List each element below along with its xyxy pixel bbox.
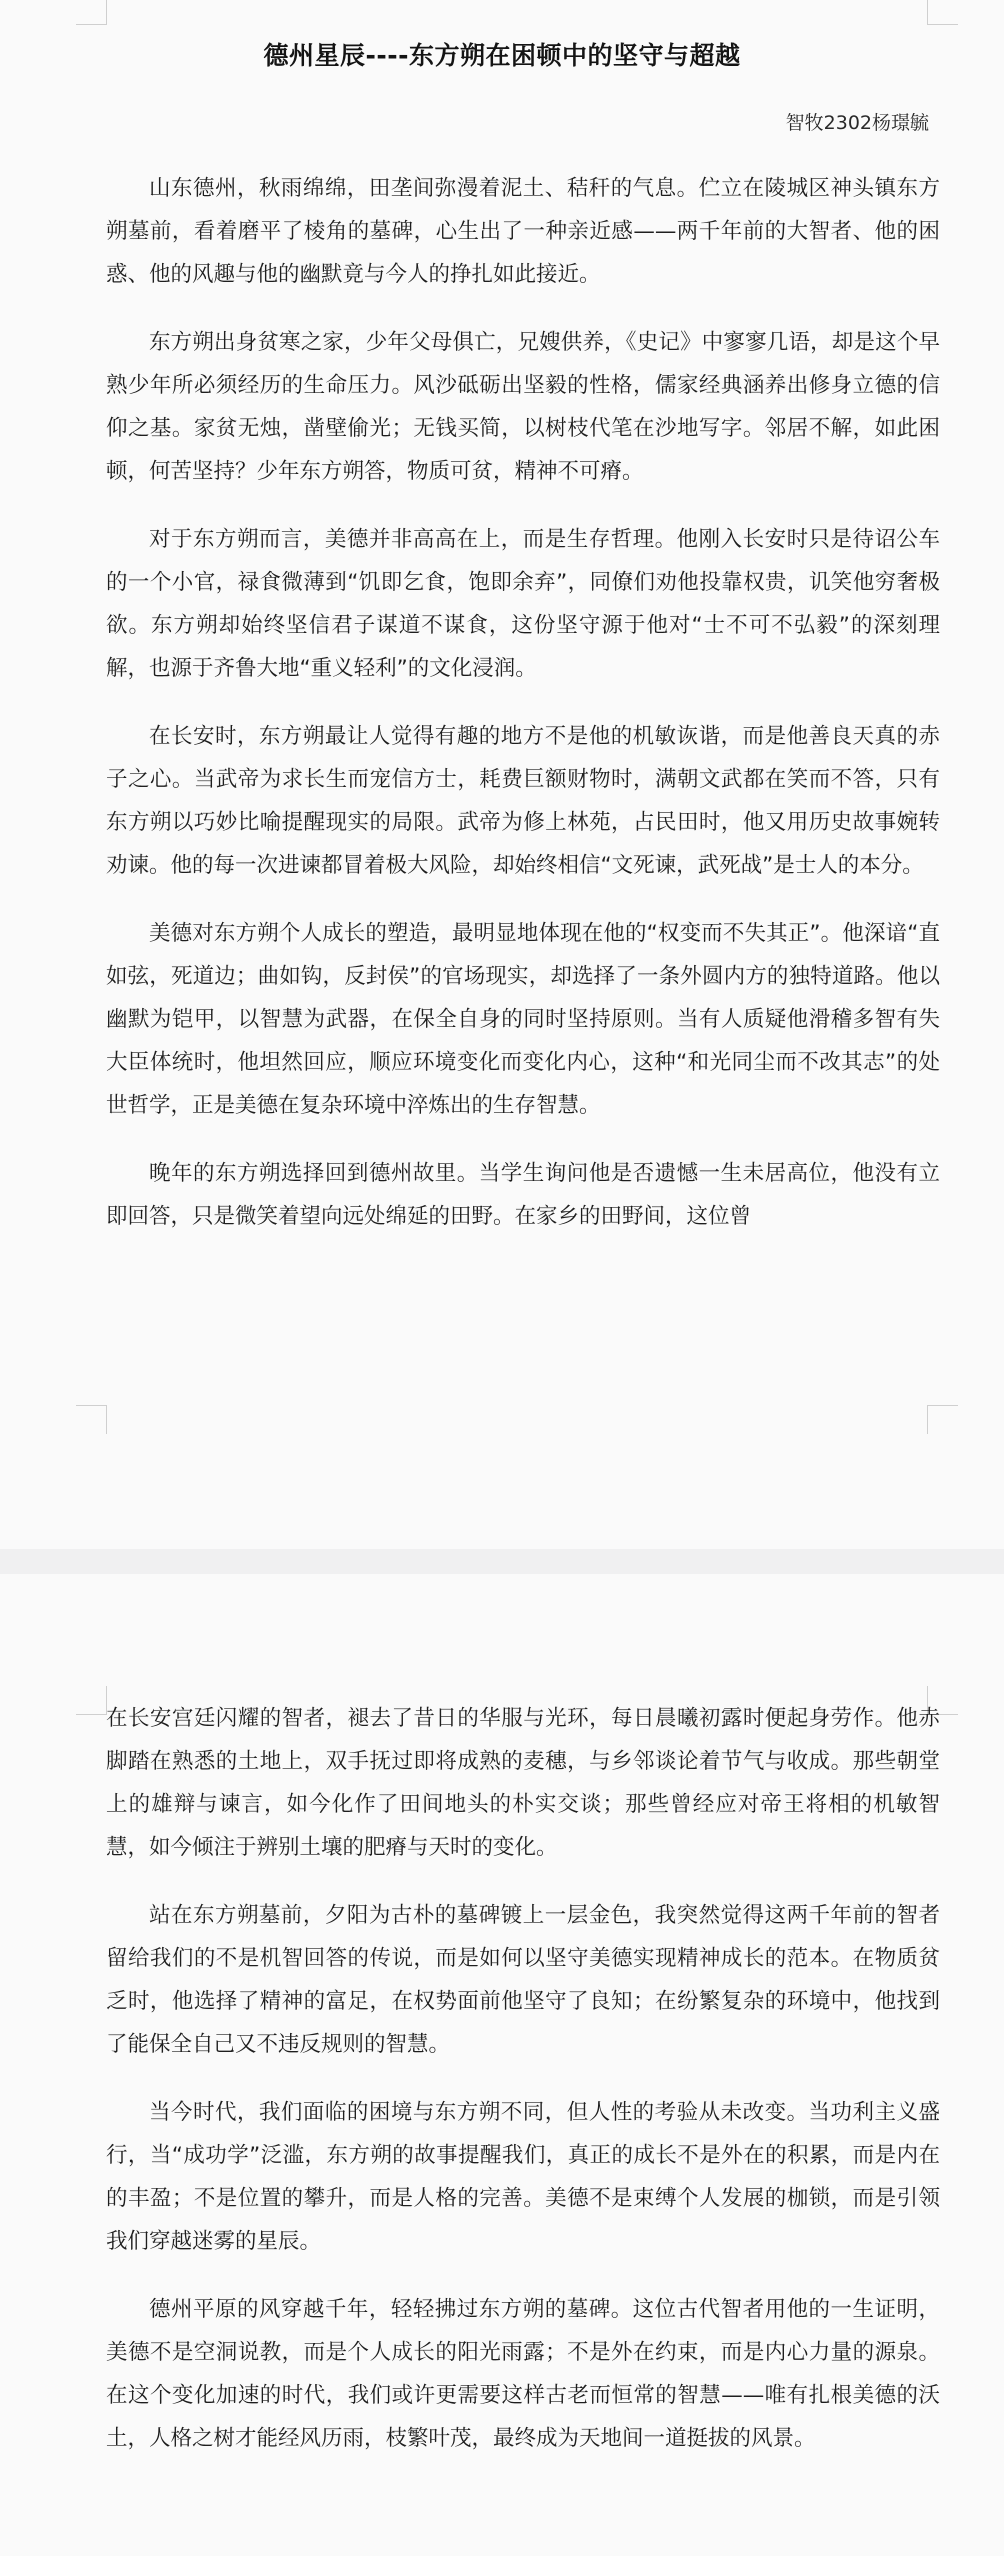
margin-corner-mark: [76, 0, 107, 25]
paragraph: 美德对东方朔个人成长的塑造，最明显地体现在他的“权变而不失其正”。他深谙“直如弦，死道边；曲如钩，反封侯”的官场现实，却选择了一条外圆内方的独特道路。他以幽默为铠甲，以智慧为武器，在保全自身的同时坚持原则。当有人质疑他滑稽多智有失大臣体统时，他坦然回应，顺应环境变化而变化内心，这种“和光同尘而不改其志”的处世哲学，正是美德在复杂环境中淬炼出的生存智慧。: [106, 921, 940, 1118]
paragraph: 当今时代，我们面临的困境与东方朔不同，但人性的考验从未改变。当功利主义盛行，当“成功学”泛滥，东方朔的故事提醒我们，真正的成长不是外在的积累，而是内在的丰盈；不是位置的攀升，而是人格的完善。美德不是束缚个人发展的枷锁，而是引领我们穿越迷雾的星辰。: [106, 2100, 940, 2254]
paragraph: 对于东方朔而言，美德并非高高在上，而是生存哲理。他刚入长安时只是待诏公车的一个小官，禄食微薄到“饥即乞食，饱即余弃”，同僚们劝他投靠权贵，讥笑他穷奢极欲。东方朔却始终坚信君子谋道不谋食，这份坚守源于他对“士不可不弘毅”的深刻理解，也源于齐鲁大地“重义轻利”的文化浸润。: [106, 527, 940, 681]
margin-corner-mark: [927, 0, 958, 25]
paragraph: 在长安时，东方朔最让人觉得有趣的地方不是他的机敏诙谐，而是他善良天真的赤子之心。当武帝为求长生而宠信方士，耗费巨额财物时，满朝文武都在笑而不答，只有东方朔以巧妙比喻提醒现实的局限。武帝为修上林苑，占民田时，他又用历史故事婉转劝谏。他的每一次进谏都冒着极大风险，却始终相信“文死谏，武死战”是士人的本分。: [106, 724, 940, 878]
body-text[interactable]: [106, 167, 940, 1263]
paragraph: 站在东方朔墓前，夕阳为古朴的墓碑镀上一层金色，我突然觉得这两千年前的智者留给我们的不是机智回答的传说，而是如何以坚守美德实现精神成长的范本。在物质贫乏时，他选择了精神的富足，在权势面前他坚守了良知；在纷繁复杂的环境中，他找到了能保全自己又不违反规则的智慧。: [106, 1903, 940, 2057]
paragraph-continued: 在长安宫廷闪耀的智者，褪去了昔日的华服与光环，每日晨曦初露时便起身劳作。他赤脚踏在熟悉的土地上，双手抚过即将成熟的麦穗，与乡邻谈论着节气与收成。那些朝堂上的雄辩与谏言，如今化作了田间地头的朴实交谈；那些曾经应对帝王将相的机敏智慧，如今倾注于辨别土壤的肥瘠与天时的变化。: [106, 1706, 940, 1860]
page-break-gap: [0, 1549, 1004, 1575]
margin-corner-mark: [76, 1405, 107, 1434]
paragraph: 德州平原的风穿越千年，轻轻拂过东方朔的墓碑。这位古代智者用他的一生证明，美德不是空洞说教，而是个人成长的阳光雨露；不是外在约束，而是内心力量的源泉。在这个变化加速的时代，我们或许更需要这样古老而恒常的智慧——唯有扎根美德的沃土，人格之树才能经风历雨，枝繁叶茂，最终成为天地间一道挺拔的风景。: [106, 2297, 940, 2451]
body-text[interactable]: [106, 1697, 940, 2485]
paragraph: 晚年的东方朔选择回到德州故里。当学生询问他是否遗憾一生未居高位，他没有立即回答，只是微笑着望向远处绵延的田野。在家乡的田野间，这位曾: [106, 1161, 940, 1229]
document-title: 德州星辰----东方朔在困顿中的坚守与超越: [263, 41, 741, 70]
author-byline: 智牧2302杨璟毓: [785, 112, 929, 134]
paragraph: 东方朔出身贫寒之家，少年父母俱亡，兄嫂供养，《史记》中寥寥几语，却是这个早熟少年所必须经历的生命压力。风沙砥砺出坚毅的性格，儒家经典涵养出修身立德的信仰之基。家贫无烛，凿壁偷光；无钱买简，以树枝代笔在沙地写字。邻居不解，如此困顿，何苦坚持？少年东方朔答，物质可贫，精神不可瘠。: [106, 330, 940, 484]
paragraph: 山东德州，秋雨绵绵，田垄间弥漫着泥土、秸秆的气息。伫立在陵城区神头镇东方朔墓前，看着磨平了棱角的墓碑，心生出了一种亲近感——两千年前的大智者、他的困惑、他的风趣与他的幽默竟与今人的挣扎如此接近。: [106, 176, 940, 287]
margin-corner-mark: [927, 1405, 958, 1434]
margin-corner-mark: [76, 1686, 107, 1715]
document-page-2: [0, 1574, 1004, 2556]
